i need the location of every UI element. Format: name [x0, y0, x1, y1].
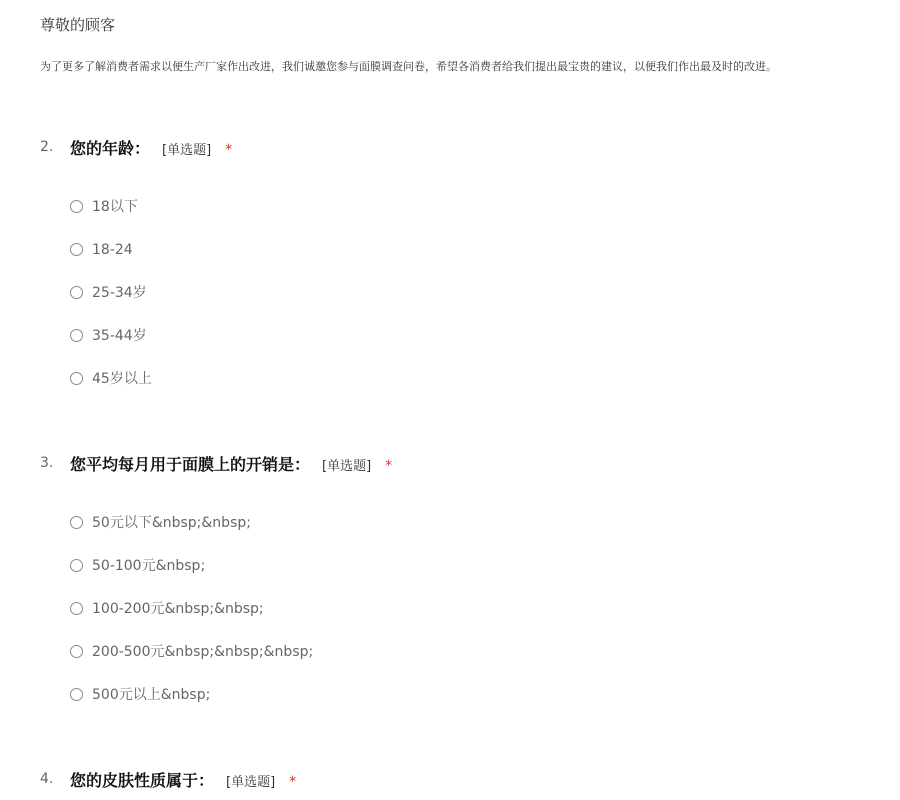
question-header: [40, 768, 880, 792]
question-title-text: 您的皮肤性质属于：: [70, 771, 215, 790]
option-list: [70, 514, 313, 729]
question-type-tag: [单选题]: [226, 775, 276, 790]
option-item[interactable]: [70, 241, 152, 284]
option-item[interactable]: [70, 198, 152, 241]
required-mark: *: [225, 142, 233, 158]
greeting-title: 尊敬的顾客: [40, 16, 116, 34]
radio-button[interactable]: [70, 372, 83, 385]
question-title-text: 您平均每月用于面膜上的开销是：: [70, 455, 311, 474]
question-number: 3.: [40, 455, 54, 471]
option-label[interactable]: 500元以上&nbsp;: [92, 687, 211, 703]
question-number: 4.: [40, 771, 54, 787]
option-item[interactable]: [70, 370, 152, 413]
required-mark: *: [289, 774, 297, 790]
radio-button[interactable]: [70, 645, 83, 658]
question-skin-type: [40, 768, 880, 792]
option-label[interactable]: 50元以下&nbsp;&nbsp;: [92, 515, 251, 531]
option-label[interactable]: 200-500元&nbsp;&nbsp;&nbsp;: [92, 644, 314, 660]
option-label[interactable]: 100-200元&nbsp;&nbsp;: [92, 601, 264, 617]
radio-button[interactable]: [70, 559, 83, 572]
question-title: [70, 136, 232, 159]
option-label[interactable]: 18-24: [92, 242, 133, 258]
option-label[interactable]: 50-100元&nbsp;: [92, 558, 206, 574]
question-title: [70, 452, 392, 475]
radio-button[interactable]: [70, 200, 83, 213]
option-item[interactable]: [70, 557, 313, 600]
question-age: [40, 136, 880, 387]
question-type-tag: [单选题]: [162, 143, 212, 158]
question-header: [40, 452, 880, 476]
radio-button[interactable]: [70, 688, 83, 701]
intro-text: 为了更多了解消费者需求以便生产厂家作出改进，我们诚邀您参与面膜调查问卷，希望各消费者给我们提出最宝贵的建议，以便我们作出最及时的改进。: [40, 60, 777, 73]
question-monthly-spend: [40, 452, 880, 703]
option-label[interactable]: 35-44岁: [92, 328, 147, 344]
option-list: [70, 198, 152, 413]
option-item[interactable]: [70, 327, 152, 370]
radio-button[interactable]: [70, 516, 83, 529]
radio-button[interactable]: [70, 602, 83, 615]
option-item[interactable]: [70, 514, 313, 557]
question-number: 2.: [40, 139, 54, 155]
question-title: [70, 768, 296, 791]
question-type-tag: [单选题]: [322, 459, 372, 474]
question-title-text: 您的年龄：: [70, 139, 151, 158]
option-label[interactable]: 25-34岁: [92, 285, 147, 301]
radio-button[interactable]: [70, 286, 83, 299]
radio-button[interactable]: [70, 329, 83, 342]
option-label[interactable]: 18以下: [92, 199, 138, 215]
radio-button[interactable]: [70, 243, 83, 256]
required-mark: *: [385, 458, 393, 474]
option-item[interactable]: [70, 284, 152, 327]
option-item[interactable]: [70, 643, 313, 686]
option-label[interactable]: 45岁以上: [92, 371, 152, 387]
option-item[interactable]: [70, 686, 313, 729]
question-header: [40, 136, 880, 160]
option-item[interactable]: [70, 600, 313, 643]
